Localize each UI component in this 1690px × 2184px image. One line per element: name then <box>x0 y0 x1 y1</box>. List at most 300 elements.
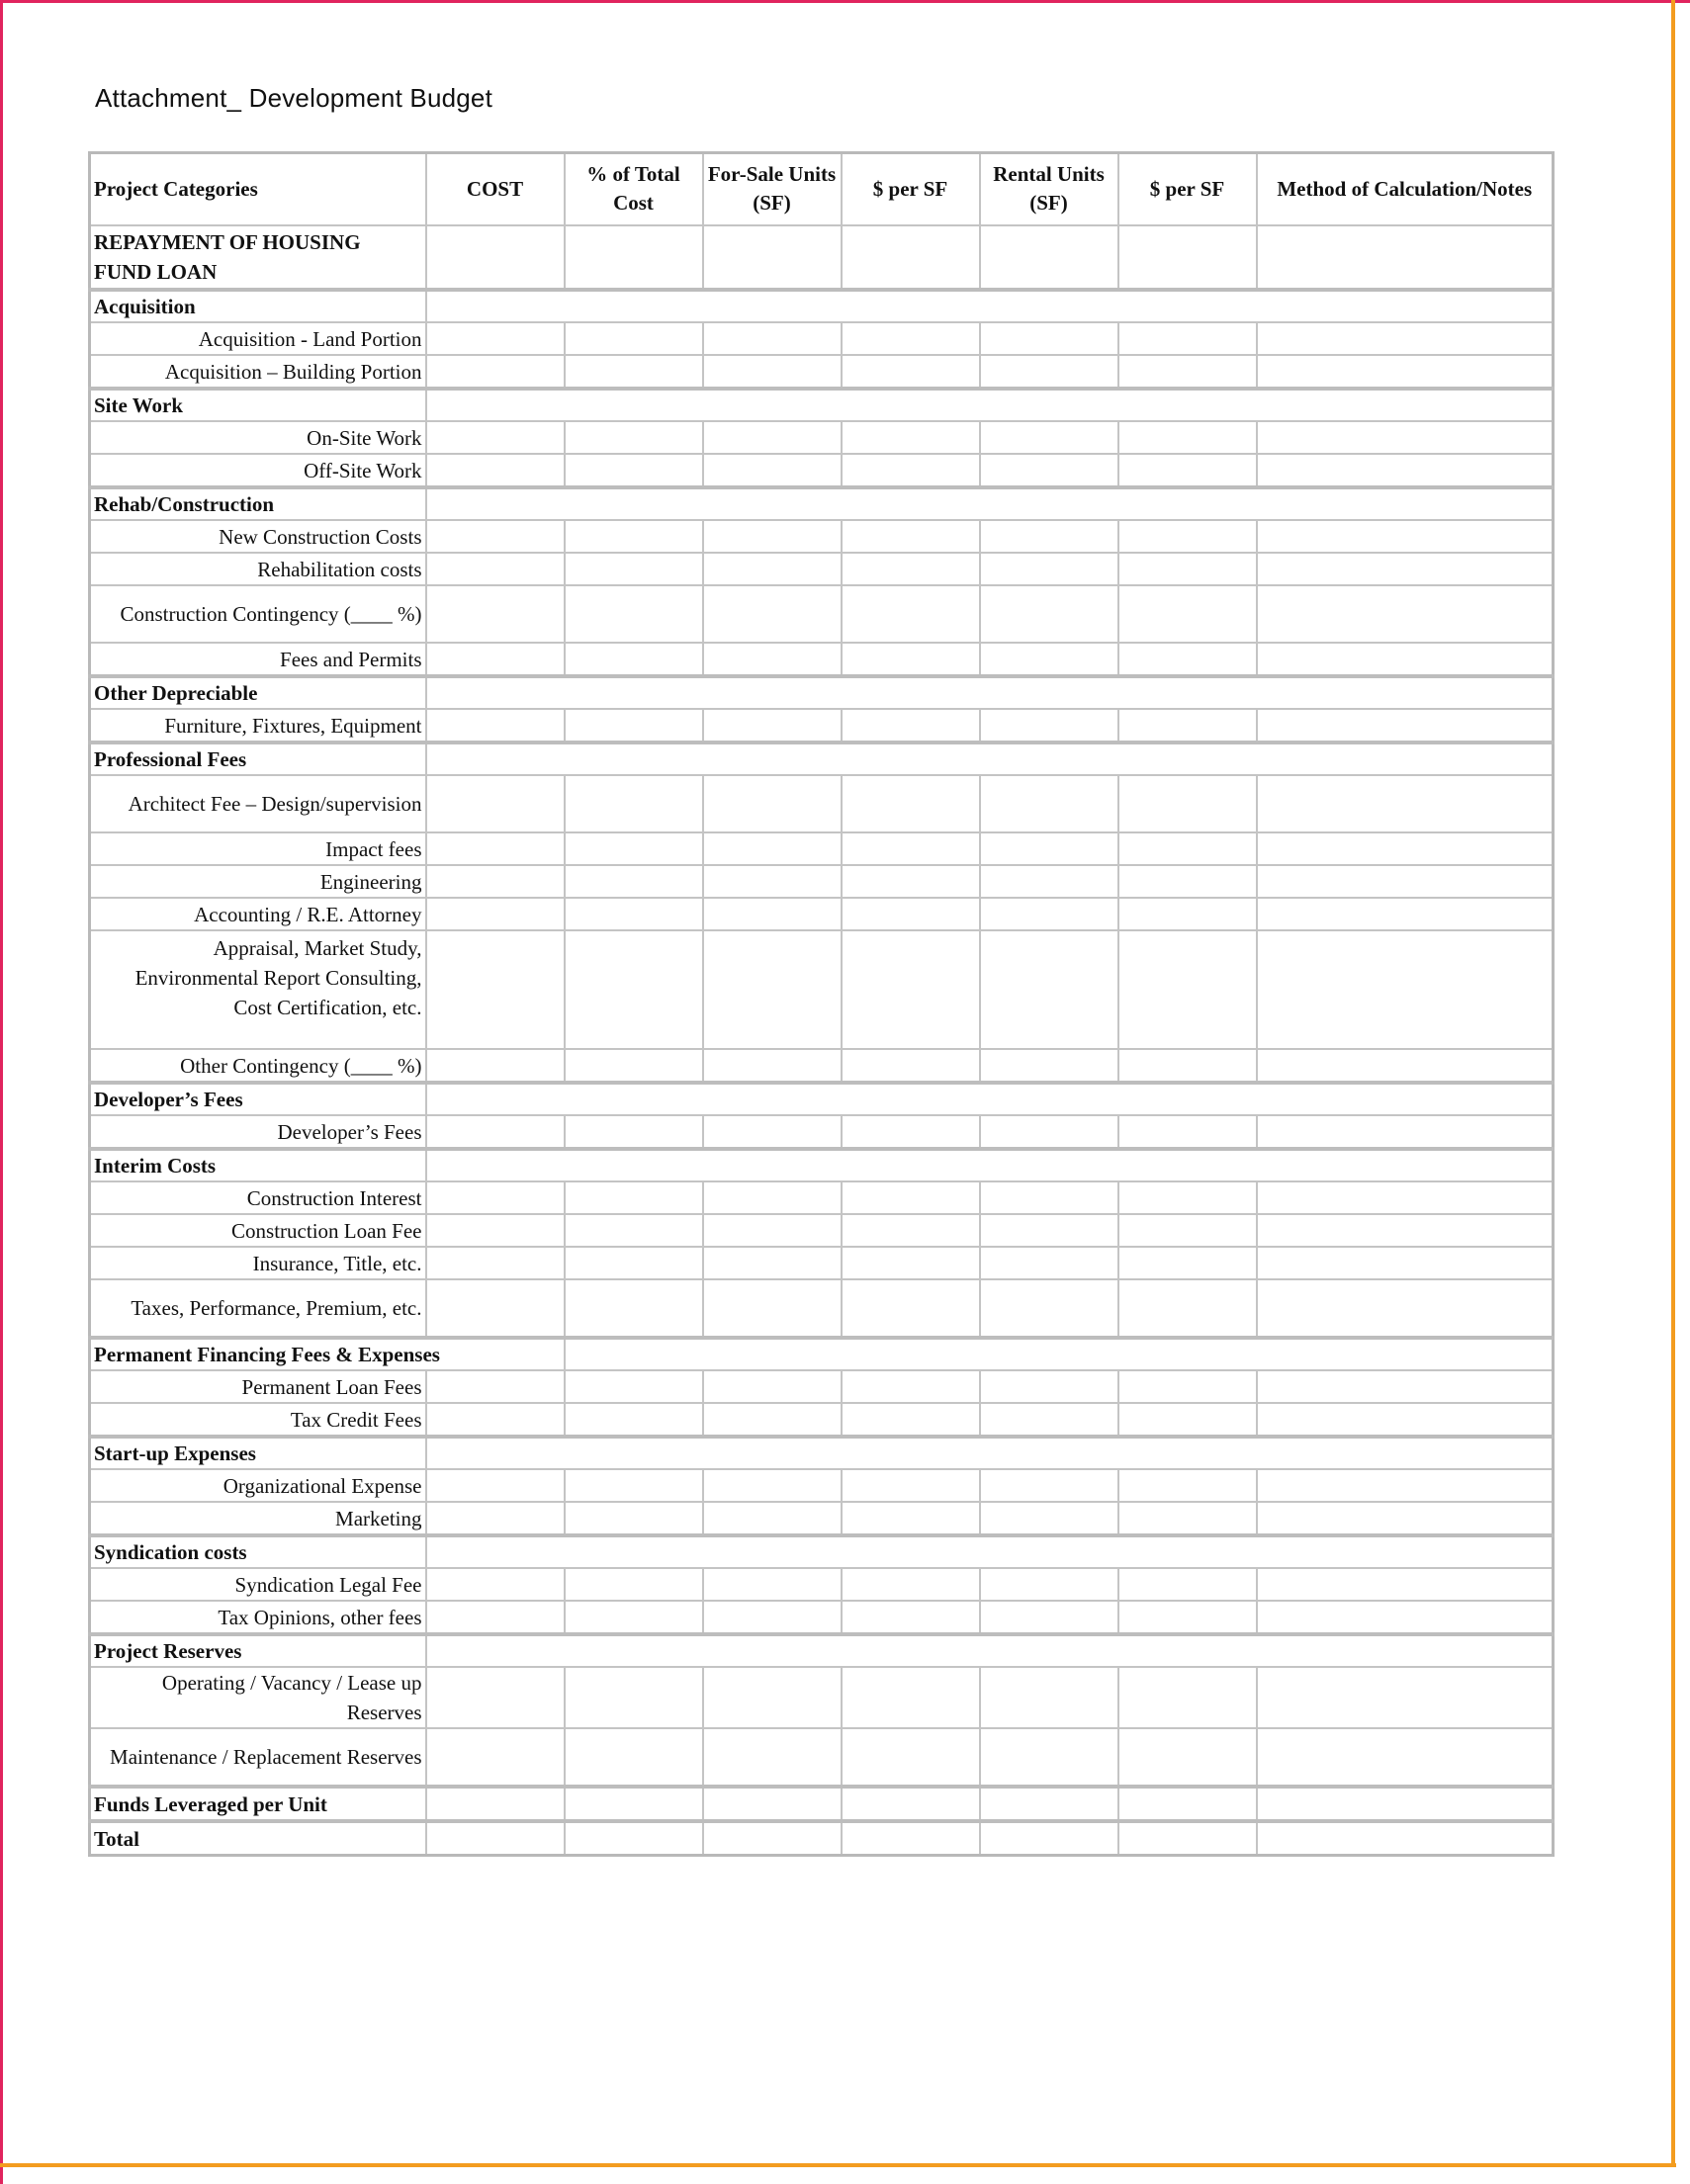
section-row <box>90 1634 1554 1667</box>
per-sf-rental-cell[interactable] <box>1118 1728 1257 1787</box>
row-label: Impact fees <box>90 832 426 865</box>
rental-cell[interactable] <box>980 1370 1118 1403</box>
section-row <box>90 487 1554 520</box>
notes-cell[interactable] <box>1257 1115 1554 1149</box>
pct-cell[interactable] <box>565 643 703 676</box>
for-sale-cell[interactable] <box>703 1667 842 1728</box>
section-row <box>90 1437 1554 1469</box>
pct-cell[interactable] <box>565 865 703 898</box>
table-row <box>90 1279 1554 1338</box>
cost-cell[interactable] <box>426 1502 565 1535</box>
for-sale-cell[interactable] <box>703 1279 842 1338</box>
header-pct-total-cost: % of Total Cost <box>565 153 703 226</box>
for-sale-cell[interactable] <box>703 865 842 898</box>
rental-cell[interactable] <box>980 1247 1118 1279</box>
section-spacer <box>426 1535 1554 1568</box>
cost-cell[interactable] <box>426 225 565 290</box>
pct-cell[interactable] <box>565 1279 703 1338</box>
cost-cell[interactable] <box>426 1601 565 1634</box>
row-label: Appraisal, Market Study, Environmental Report Consulting, Cost Certification, etc. <box>90 930 426 1049</box>
rental-cell[interactable] <box>980 322 1118 355</box>
cost-cell[interactable] <box>426 553 565 585</box>
notes-cell[interactable] <box>1257 1787 1554 1821</box>
pct-cell[interactable] <box>565 225 703 290</box>
section-spacer <box>426 676 1554 709</box>
for-sale-cell[interactable] <box>703 1728 842 1787</box>
notes-cell[interactable] <box>1257 421 1554 454</box>
cost-cell[interactable] <box>426 832 565 865</box>
notes-cell[interactable] <box>1257 930 1554 1049</box>
cost-cell[interactable] <box>426 930 565 1049</box>
row-label: Acquisition – Building Portion <box>90 355 426 389</box>
page-border-bottom <box>0 2163 1676 2167</box>
table-row <box>90 520 1554 553</box>
pct-cell[interactable] <box>565 1568 703 1601</box>
notes-cell[interactable] <box>1257 1821 1554 1856</box>
for-sale-cell[interactable] <box>703 553 842 585</box>
notes-cell[interactable] <box>1257 1181 1554 1214</box>
section-title-startup-expenses: Start-up Expenses <box>90 1437 426 1469</box>
pct-cell[interactable] <box>565 1601 703 1634</box>
row-label: Syndication Legal Fee <box>90 1568 426 1601</box>
per-sf-cell[interactable] <box>842 1601 980 1634</box>
rental-cell[interactable] <box>980 454 1118 487</box>
section-title-syndication-costs: Syndication costs <box>90 1535 426 1568</box>
per-sf-cell[interactable] <box>842 643 980 676</box>
per-sf-cell[interactable] <box>842 454 980 487</box>
for-sale-cell[interactable] <box>703 832 842 865</box>
notes-cell[interactable] <box>1257 225 1554 290</box>
per-sf-cell[interactable] <box>842 1568 980 1601</box>
row-label: On-Site Work <box>90 421 426 454</box>
rental-cell[interactable] <box>980 1115 1118 1149</box>
pct-cell[interactable] <box>565 553 703 585</box>
pct-cell[interactable] <box>565 775 703 832</box>
cost-cell[interactable] <box>426 1049 565 1083</box>
cost-cell[interactable] <box>426 1181 565 1214</box>
per-sf-rental-cell[interactable] <box>1118 898 1257 930</box>
cost-cell[interactable] <box>426 1115 565 1149</box>
table-row <box>90 865 1554 898</box>
rental-cell[interactable] <box>980 1568 1118 1601</box>
section-title-acquisition: Acquisition <box>90 290 426 322</box>
rental-cell[interactable] <box>980 865 1118 898</box>
per-sf-cell[interactable] <box>842 709 980 743</box>
per-sf-rental-cell[interactable] <box>1118 421 1257 454</box>
cost-cell[interactable] <box>426 520 565 553</box>
table-row <box>90 421 1554 454</box>
per-sf-cell[interactable] <box>842 1370 980 1403</box>
notes-cell[interactable] <box>1257 1568 1554 1601</box>
rental-cell[interactable] <box>980 930 1118 1049</box>
per-sf-rental-cell[interactable] <box>1118 553 1257 585</box>
per-sf-cell[interactable] <box>842 1403 980 1437</box>
per-sf-cell[interactable] <box>842 1181 980 1214</box>
cost-cell[interactable] <box>426 1403 565 1437</box>
cost-cell[interactable] <box>426 454 565 487</box>
notes-cell[interactable] <box>1257 355 1554 389</box>
per-sf-cell[interactable] <box>842 832 980 865</box>
rental-cell[interactable] <box>980 1181 1118 1214</box>
per-sf-cell[interactable] <box>842 520 980 553</box>
cost-cell[interactable] <box>426 898 565 930</box>
per-sf-cell[interactable] <box>842 1821 980 1856</box>
per-sf-rental-cell[interactable] <box>1118 1279 1257 1338</box>
notes-cell[interactable] <box>1257 1370 1554 1403</box>
table-row <box>90 898 1554 930</box>
rental-cell[interactable] <box>980 1601 1118 1634</box>
section-title-site-work: Site Work <box>90 389 426 421</box>
per-sf-rental-cell[interactable] <box>1118 1601 1257 1634</box>
table-row <box>90 1787 1554 1821</box>
rental-cell[interactable] <box>980 421 1118 454</box>
per-sf-cell[interactable] <box>842 1049 980 1083</box>
per-sf-rental-cell[interactable] <box>1118 520 1257 553</box>
notes-cell[interactable] <box>1257 1728 1554 1787</box>
per-sf-rental-cell[interactable] <box>1118 1403 1257 1437</box>
cost-cell[interactable] <box>426 1667 565 1728</box>
notes-cell[interactable] <box>1257 1214 1554 1247</box>
per-sf-cell[interactable] <box>842 421 980 454</box>
rental-cell[interactable] <box>980 775 1118 832</box>
table-row <box>90 1049 1554 1083</box>
per-sf-rental-cell[interactable] <box>1118 832 1257 865</box>
per-sf-rental-cell[interactable] <box>1118 355 1257 389</box>
pct-cell[interactable] <box>565 709 703 743</box>
section-spacer <box>426 1634 1554 1667</box>
section-spacer <box>426 1083 1554 1115</box>
per-sf-cell[interactable] <box>842 355 980 389</box>
per-sf-rental-cell[interactable] <box>1118 1370 1257 1403</box>
rental-cell[interactable] <box>980 1469 1118 1502</box>
pct-cell[interactable] <box>565 585 703 643</box>
section-spacer <box>426 389 1554 421</box>
pct-cell[interactable] <box>565 1115 703 1149</box>
section-row <box>90 389 1554 421</box>
header-for-sale-units: For-Sale Units (SF) <box>703 153 842 226</box>
notes-cell[interactable] <box>1257 1502 1554 1535</box>
page-border-top <box>0 0 1690 3</box>
header-cost: COST <box>426 153 565 226</box>
row-label: Permanent Loan Fees <box>90 1370 426 1403</box>
notes-cell[interactable] <box>1257 775 1554 832</box>
per-sf-rental-cell[interactable] <box>1118 930 1257 1049</box>
notes-cell[interactable] <box>1257 709 1554 743</box>
per-sf-cell[interactable] <box>842 1469 980 1502</box>
per-sf-rental-cell[interactable] <box>1118 225 1257 290</box>
table-row <box>90 553 1554 585</box>
section-row <box>90 290 1554 322</box>
pct-cell[interactable] <box>565 1370 703 1403</box>
rental-cell[interactable] <box>980 1821 1118 1856</box>
cost-cell[interactable] <box>426 1821 565 1856</box>
per-sf-rental-cell[interactable] <box>1118 1787 1257 1821</box>
cost-cell[interactable] <box>426 355 565 389</box>
per-sf-rental-cell[interactable] <box>1118 1469 1257 1502</box>
pct-cell[interactable] <box>565 1247 703 1279</box>
pct-cell[interactable] <box>565 1214 703 1247</box>
row-label: Off-Site Work <box>90 454 426 487</box>
row-label: Fees and Permits <box>90 643 426 676</box>
row-label: Construction Loan Fee <box>90 1214 426 1247</box>
table-row <box>90 832 1554 865</box>
pct-cell[interactable] <box>565 1403 703 1437</box>
per-sf-cell[interactable] <box>842 930 980 1049</box>
per-sf-rental-cell[interactable] <box>1118 1667 1257 1728</box>
development-budget-table <box>88 151 1555 1857</box>
for-sale-cell[interactable] <box>703 585 842 643</box>
table-row <box>90 454 1554 487</box>
for-sale-cell[interactable] <box>703 1568 842 1601</box>
per-sf-cell[interactable] <box>842 1667 980 1728</box>
table-row <box>90 322 1554 355</box>
pct-cell[interactable] <box>565 1181 703 1214</box>
row-label: Accounting / R.E. Attorney <box>90 898 426 930</box>
cost-cell[interactable] <box>426 585 565 643</box>
header-method-notes: Method of Calculation/Notes <box>1257 153 1554 226</box>
notes-cell[interactable] <box>1257 1667 1554 1728</box>
table-row <box>90 1728 1554 1787</box>
for-sale-cell[interactable] <box>703 1049 842 1083</box>
cost-cell[interactable] <box>426 1279 565 1338</box>
per-sf-rental-cell[interactable] <box>1118 865 1257 898</box>
pct-cell[interactable] <box>565 1787 703 1821</box>
section-row <box>90 1149 1554 1181</box>
for-sale-cell[interactable] <box>703 1403 842 1437</box>
row-label: Furniture, Fixtures, Equipment <box>90 709 426 743</box>
row-label-funds-leveraged: Funds Leveraged per Unit <box>90 1787 426 1821</box>
for-sale-cell[interactable] <box>703 1502 842 1535</box>
rental-cell[interactable] <box>980 898 1118 930</box>
for-sale-cell[interactable] <box>703 322 842 355</box>
pct-cell[interactable] <box>565 1049 703 1083</box>
table-row <box>90 1469 1554 1502</box>
section-row <box>90 1535 1554 1568</box>
per-sf-rental-cell[interactable] <box>1118 454 1257 487</box>
pct-cell[interactable] <box>565 1469 703 1502</box>
rental-cell[interactable] <box>980 355 1118 389</box>
notes-cell[interactable] <box>1257 1049 1554 1083</box>
for-sale-cell[interactable] <box>703 775 842 832</box>
row-label: Other Contingency (____ %) <box>90 1049 426 1083</box>
table-row <box>90 930 1554 1049</box>
notes-cell[interactable] <box>1257 832 1554 865</box>
table-row <box>90 225 1554 290</box>
for-sale-cell[interactable] <box>703 898 842 930</box>
for-sale-cell[interactable] <box>703 1821 842 1856</box>
per-sf-cell[interactable] <box>842 1502 980 1535</box>
notes-cell[interactable] <box>1257 1279 1554 1338</box>
table-row <box>90 1821 1554 1856</box>
per-sf-rental-cell[interactable] <box>1118 1568 1257 1601</box>
pct-cell[interactable] <box>565 322 703 355</box>
for-sale-cell[interactable] <box>703 1370 842 1403</box>
rental-cell[interactable] <box>980 225 1118 290</box>
cost-cell[interactable] <box>426 1469 565 1502</box>
for-sale-cell[interactable] <box>703 421 842 454</box>
rental-cell[interactable] <box>980 1049 1118 1083</box>
per-sf-rental-cell[interactable] <box>1118 709 1257 743</box>
per-sf-rental-cell[interactable] <box>1118 1502 1257 1535</box>
header-row <box>90 153 1554 226</box>
for-sale-cell[interactable] <box>703 454 842 487</box>
for-sale-cell[interactable] <box>703 225 842 290</box>
per-sf-cell[interactable] <box>842 1279 980 1338</box>
header-per-sf: $ per SF <box>842 153 980 226</box>
per-sf-cell[interactable] <box>842 225 980 290</box>
per-sf-rental-cell[interactable] <box>1118 1247 1257 1279</box>
for-sale-cell[interactable] <box>703 1247 842 1279</box>
per-sf-cell[interactable] <box>842 1728 980 1787</box>
pct-cell[interactable] <box>565 1667 703 1728</box>
for-sale-cell[interactable] <box>703 930 842 1049</box>
notes-cell[interactable] <box>1257 454 1554 487</box>
per-sf-rental-cell[interactable] <box>1118 775 1257 832</box>
rental-cell[interactable] <box>980 1403 1118 1437</box>
per-sf-cell[interactable] <box>842 1214 980 1247</box>
table-row <box>90 1115 1554 1149</box>
rental-cell[interactable] <box>980 1279 1118 1338</box>
cost-cell[interactable] <box>426 709 565 743</box>
page-border-right <box>1671 0 1675 2167</box>
per-sf-cell[interactable] <box>842 1247 980 1279</box>
section-row <box>90 1083 1554 1115</box>
row-label: Architect Fee – Design/supervision <box>90 775 426 832</box>
per-sf-cell[interactable] <box>842 1787 980 1821</box>
notes-cell[interactable] <box>1257 1247 1554 1279</box>
per-sf-cell[interactable] <box>842 898 980 930</box>
pct-cell[interactable] <box>565 355 703 389</box>
rental-cell[interactable] <box>980 709 1118 743</box>
notes-cell[interactable] <box>1257 643 1554 676</box>
per-sf-cell[interactable] <box>842 585 980 643</box>
cost-cell[interactable] <box>426 865 565 898</box>
section-spacer <box>426 1149 1554 1181</box>
for-sale-cell[interactable] <box>703 1115 842 1149</box>
pct-cell[interactable] <box>565 1502 703 1535</box>
pct-cell[interactable] <box>565 454 703 487</box>
per-sf-cell[interactable] <box>842 865 980 898</box>
table-row <box>90 355 1554 389</box>
notes-cell[interactable] <box>1257 1469 1554 1502</box>
table-row <box>90 1181 1554 1214</box>
per-sf-rental-cell[interactable] <box>1118 643 1257 676</box>
per-sf-rental-cell[interactable] <box>1118 1181 1257 1214</box>
per-sf-rental-cell[interactable] <box>1118 1821 1257 1856</box>
rental-cell[interactable] <box>980 1214 1118 1247</box>
per-sf-cell[interactable] <box>842 553 980 585</box>
rental-cell[interactable] <box>980 1787 1118 1821</box>
for-sale-cell[interactable] <box>703 643 842 676</box>
pct-cell[interactable] <box>565 520 703 553</box>
per-sf-cell[interactable] <box>842 1115 980 1149</box>
table-row <box>90 585 1554 643</box>
for-sale-cell[interactable] <box>703 520 842 553</box>
notes-cell[interactable] <box>1257 585 1554 643</box>
rental-cell[interactable] <box>980 1667 1118 1728</box>
row-label-total: Total <box>90 1821 426 1856</box>
per-sf-rental-cell[interactable] <box>1118 1115 1257 1149</box>
header-per-sf-rental: $ per SF <box>1118 153 1257 226</box>
per-sf-rental-cell[interactable] <box>1118 1049 1257 1083</box>
row-label: Organizational Expense <box>90 1469 426 1502</box>
cost-cell[interactable] <box>426 322 565 355</box>
notes-cell[interactable] <box>1257 1403 1554 1437</box>
per-sf-cell[interactable] <box>842 322 980 355</box>
cost-cell[interactable] <box>426 775 565 832</box>
row-label: Engineering <box>90 865 426 898</box>
notes-cell[interactable] <box>1257 898 1554 930</box>
table-row <box>90 643 1554 676</box>
rental-cell[interactable] <box>980 832 1118 865</box>
row-label: Acquisition - Land Portion <box>90 322 426 355</box>
page-border-left <box>0 0 3 2184</box>
for-sale-cell[interactable] <box>703 1601 842 1634</box>
for-sale-cell[interactable] <box>703 1181 842 1214</box>
for-sale-cell[interactable] <box>703 1214 842 1247</box>
rental-cell[interactable] <box>980 520 1118 553</box>
cost-cell[interactable] <box>426 1247 565 1279</box>
rental-cell[interactable] <box>980 553 1118 585</box>
row-label: Tax Credit Fees <box>90 1403 426 1437</box>
for-sale-cell[interactable] <box>703 1787 842 1821</box>
notes-cell[interactable] <box>1257 1601 1554 1634</box>
cost-cell[interactable] <box>426 1728 565 1787</box>
per-sf-cell[interactable] <box>842 775 980 832</box>
pct-cell[interactable] <box>565 1821 703 1856</box>
row-label: Tax Opinions, other fees <box>90 1601 426 1634</box>
pct-cell[interactable] <box>565 1728 703 1787</box>
table-row <box>90 1370 1554 1403</box>
cost-cell[interactable] <box>426 643 565 676</box>
rental-cell[interactable] <box>980 643 1118 676</box>
notes-cell[interactable] <box>1257 865 1554 898</box>
notes-cell[interactable] <box>1257 553 1554 585</box>
per-sf-rental-cell[interactable] <box>1118 585 1257 643</box>
pct-cell[interactable] <box>565 421 703 454</box>
pct-cell[interactable] <box>565 930 703 1049</box>
table-row <box>90 1403 1554 1437</box>
row-label: Insurance, Title, etc. <box>90 1247 426 1279</box>
rental-cell[interactable] <box>980 1502 1118 1535</box>
cost-cell[interactable] <box>426 1787 565 1821</box>
row-label: Marketing <box>90 1502 426 1535</box>
row-label: Rehabilitation costs <box>90 553 426 585</box>
for-sale-cell[interactable] <box>703 709 842 743</box>
for-sale-cell[interactable] <box>703 1469 842 1502</box>
table-row <box>90 1247 1554 1279</box>
row-label: Construction Interest <box>90 1181 426 1214</box>
row-label: Operating / Vacancy / Lease up Reserves <box>90 1667 426 1728</box>
cost-cell[interactable] <box>426 1214 565 1247</box>
notes-cell[interactable] <box>1257 322 1554 355</box>
pct-cell[interactable] <box>565 832 703 865</box>
header-rental-units: Rental Units (SF) <box>980 153 1118 226</box>
rental-cell[interactable] <box>980 1728 1118 1787</box>
section-title-project-reserves: Project Reserves <box>90 1634 426 1667</box>
pct-cell[interactable] <box>565 898 703 930</box>
per-sf-rental-cell[interactable] <box>1118 322 1257 355</box>
section-spacer <box>426 290 1554 322</box>
per-sf-rental-cell[interactable] <box>1118 1214 1257 1247</box>
table-row <box>90 709 1554 743</box>
rental-cell[interactable] <box>980 585 1118 643</box>
cost-cell[interactable] <box>426 421 565 454</box>
notes-cell[interactable] <box>1257 520 1554 553</box>
for-sale-cell[interactable] <box>703 355 842 389</box>
cost-cell[interactable] <box>426 1568 565 1601</box>
cost-cell[interactable] <box>426 1370 565 1403</box>
